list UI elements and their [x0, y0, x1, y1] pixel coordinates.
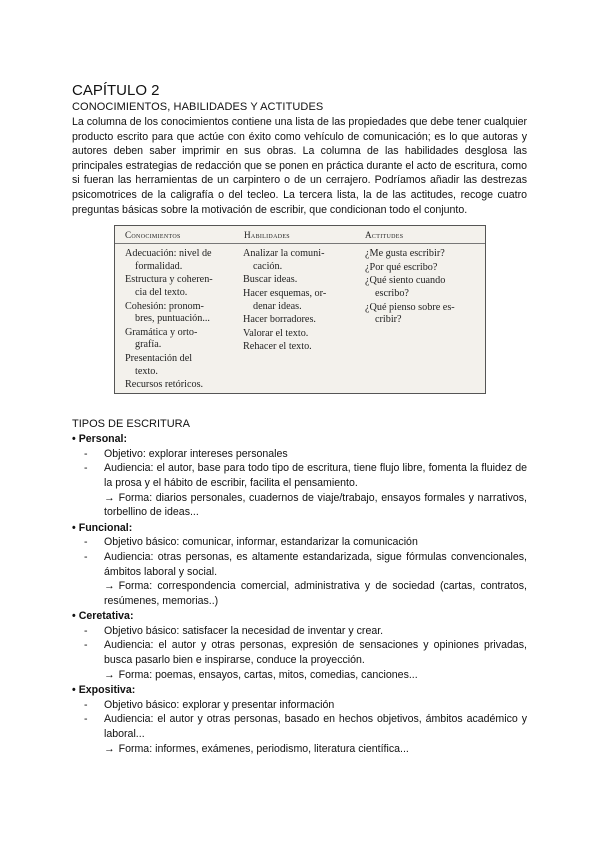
section-heading: CONOCIMIENTOS, HABILIDADES Y ACTITUDES: [72, 101, 324, 113]
table-cell-line: Gramática y orto-: [125, 326, 198, 338]
table-cell-line: Valorar el texto.: [243, 327, 309, 339]
bullet-icon: •: [72, 684, 76, 697]
header-habilidades: Habilidades: [244, 230, 290, 241]
tipo-heading: [72, 683, 527, 698]
document-page: [72, 82, 527, 756]
table-cell-line: ¿Qué siento cuando: [365, 275, 446, 287]
tipo-items: [72, 624, 527, 668]
table-cell: [365, 302, 483, 327]
arrow-right-icon: →: [104, 668, 115, 681]
table-cell: [125, 301, 237, 326]
table-cell: [125, 327, 237, 352]
table-cell-line: Buscar ideas.: [243, 274, 298, 286]
table-cell-line: texto.: [135, 365, 158, 377]
table-cell-line: cia del texto.: [135, 286, 188, 298]
list-item-text: Audiencia: el autor y otras personas, basado en hechos objetivos, ámbitos académico y laboral...: [104, 713, 527, 741]
forma-text: Forma: poemas, ensayos, cartas, mitos, comedias, canciones...: [118, 668, 418, 681]
dash-icon: -: [84, 447, 88, 460]
dash-icon: -: [84, 462, 88, 475]
table-cell-line: Adecuación: nivel de: [125, 248, 212, 260]
table-cell-line: Presentación del: [125, 352, 193, 364]
table-cell-line: ¿Me gusta escribir?: [365, 248, 445, 260]
tipo-forma: [72, 668, 527, 683]
bullet-icon: •: [72, 433, 76, 446]
list-item: [72, 624, 527, 639]
list-item-text: Audiencia: el autor, base para todo tipo de escritura, tiene flujo libre, fomenta la fluidez de la prosa y el hábito de escribir, facilita el pensamiento.: [104, 462, 527, 489]
dash-icon: -: [84, 698, 88, 711]
bullet-icon: •: [72, 521, 76, 534]
tipo-forma: [72, 579, 527, 608]
table-cell: [365, 248, 483, 261]
table-cell-line: denar ideas.: [253, 300, 302, 312]
table-cell: [243, 341, 359, 354]
tipo-name: Personal:: [78, 433, 127, 446]
dash-icon: -: [84, 713, 88, 726]
tipo-name: Ceretativa:: [78, 610, 134, 623]
arrow-right-icon: →: [104, 742, 115, 755]
list-item-text: Objetivo básico: satisfacer la necesidad de inventar y crear.: [104, 624, 384, 637]
tipo-forma: [72, 742, 527, 757]
list-item: [72, 535, 527, 550]
dash-icon: -: [84, 624, 88, 637]
list-item: [72, 698, 527, 713]
table-cell: [243, 288, 359, 313]
tipos-list: [72, 432, 527, 756]
column-conocimientos: [125, 248, 237, 393]
table-cell: [243, 314, 359, 327]
list-item: [72, 447, 527, 462]
table-cell: [365, 262, 483, 275]
table-cell: [243, 328, 359, 341]
list-item: [72, 638, 527, 667]
table-cell-line: grafía.: [135, 339, 162, 351]
dash-icon: -: [84, 536, 88, 549]
tipo-name: Funcional:: [78, 521, 133, 534]
header-actitudes: Actitudes: [365, 230, 404, 241]
list-item-text: Objetivo: explorar intereses personales: [104, 447, 288, 460]
list-item-text: Objetivo básico: comunicar, informar, estandarizar la comunicación: [104, 536, 418, 549]
tipos-title: TIPOS DE ESCRITURA: [72, 418, 190, 431]
arrow-right-icon: →: [104, 491, 115, 504]
tipo-heading: [72, 521, 527, 536]
table-cell: [125, 274, 237, 299]
header-conocimientos: Conocimientos: [125, 230, 181, 241]
tipo-forma: [72, 491, 527, 520]
table-cell-line: Hacer borradores.: [243, 314, 316, 326]
table-cell-line: Rehacer el texto.: [243, 341, 312, 353]
table-cell-line: Estructura y coheren-: [125, 274, 213, 286]
table-cell: [125, 248, 237, 273]
table-cell-line: formalidad.: [135, 260, 183, 272]
list-item: [72, 550, 527, 579]
table-cell-line: Recursos retóricos.: [125, 379, 204, 391]
tipo-heading: [72, 432, 527, 447]
table-cell-line: ¿Qué pienso sobre es-: [365, 301, 455, 313]
table-cell-line: Analizar la comuni-: [243, 248, 325, 260]
column-habilidades: [243, 248, 359, 355]
dash-icon: -: [84, 550, 88, 563]
bullet-icon: •: [72, 610, 76, 623]
list-item-text: Audiencia: otras personas, es altamente estandarizada, sigue fórmulas convencionales, ámbitos laboral y social.: [104, 550, 527, 578]
table-cell: [365, 275, 483, 300]
list-item: [72, 712, 527, 741]
intro-paragraph: La columna de los conocimientos contiene una lista de las propiedades que debe tener cualquier producto escrito para que actúe con éxito como vehículo de comunicación; es lo que autoras y autores deben saber imprimir en sus obras. La columna de las habilidades desglosa las principales estrategias de redacción que se ponen en práctica durante el acto de escritura, como si fueran las herramientas de un carpintero o de un cerrajero. Podríamos añadir las destrezas psicomotrices de la caligrafía o del tecleo. La tercera lista, la de las actitudes, recoge cuatro preguntas básicas sobre la motivación de escribir, que condicionan todo el conjunto.: [72, 116, 527, 216]
forma-text: Forma: correspondencia comercial, administrativa y de sociedad (cartas, contratos, resúmenes, memorias..): [104, 580, 527, 607]
column-actitudes: [365, 248, 483, 328]
table-cell-line: bres, puntuación...: [135, 313, 210, 325]
table-cell-line: cación.: [253, 260, 283, 272]
forma-text: Forma: informes, exámenes, periodismo, literatura científica...: [118, 742, 409, 755]
table-header: [115, 229, 485, 244]
table-cell: [125, 379, 237, 392]
tipo-heading: [72, 609, 527, 624]
tipo-name: Expositiva:: [78, 684, 136, 697]
tipo-items: [72, 535, 527, 579]
list-item: [72, 461, 527, 490]
table-cell-line: escribo?: [375, 287, 409, 299]
table-cell-line: ¿Por qué escribo?: [365, 261, 438, 273]
skills-table-image: [114, 225, 486, 394]
forma-text: Forma: diarios personales, cuadernos de viaje/trabajo, ensayos formales y narrativos, torbellino de ideas...: [104, 491, 527, 519]
table-cell-line: Hacer esquemas, or-: [243, 287, 327, 299]
table-cell: [243, 274, 359, 287]
table-cell-line: cribir?: [375, 314, 402, 326]
table-cell: [125, 353, 237, 378]
arrow-right-icon: →: [104, 580, 115, 593]
list-item-text: Audiencia: el autor y otras personas, expresión de sensaciones y opiniones privadas, busca pasarlo bien e inspirarse, conduce la proyección.: [104, 639, 527, 667]
table-cell-line: Cohesión: pronom-: [125, 300, 204, 312]
tipo-items: [72, 447, 527, 491]
list-item-text: Objetivo básico: explorar y presentar información: [104, 698, 335, 711]
chapter-title: CAPÍTULO 2: [72, 82, 160, 99]
tipo-items: [72, 698, 527, 742]
table-cell: [243, 248, 359, 273]
dash-icon: -: [84, 639, 88, 652]
